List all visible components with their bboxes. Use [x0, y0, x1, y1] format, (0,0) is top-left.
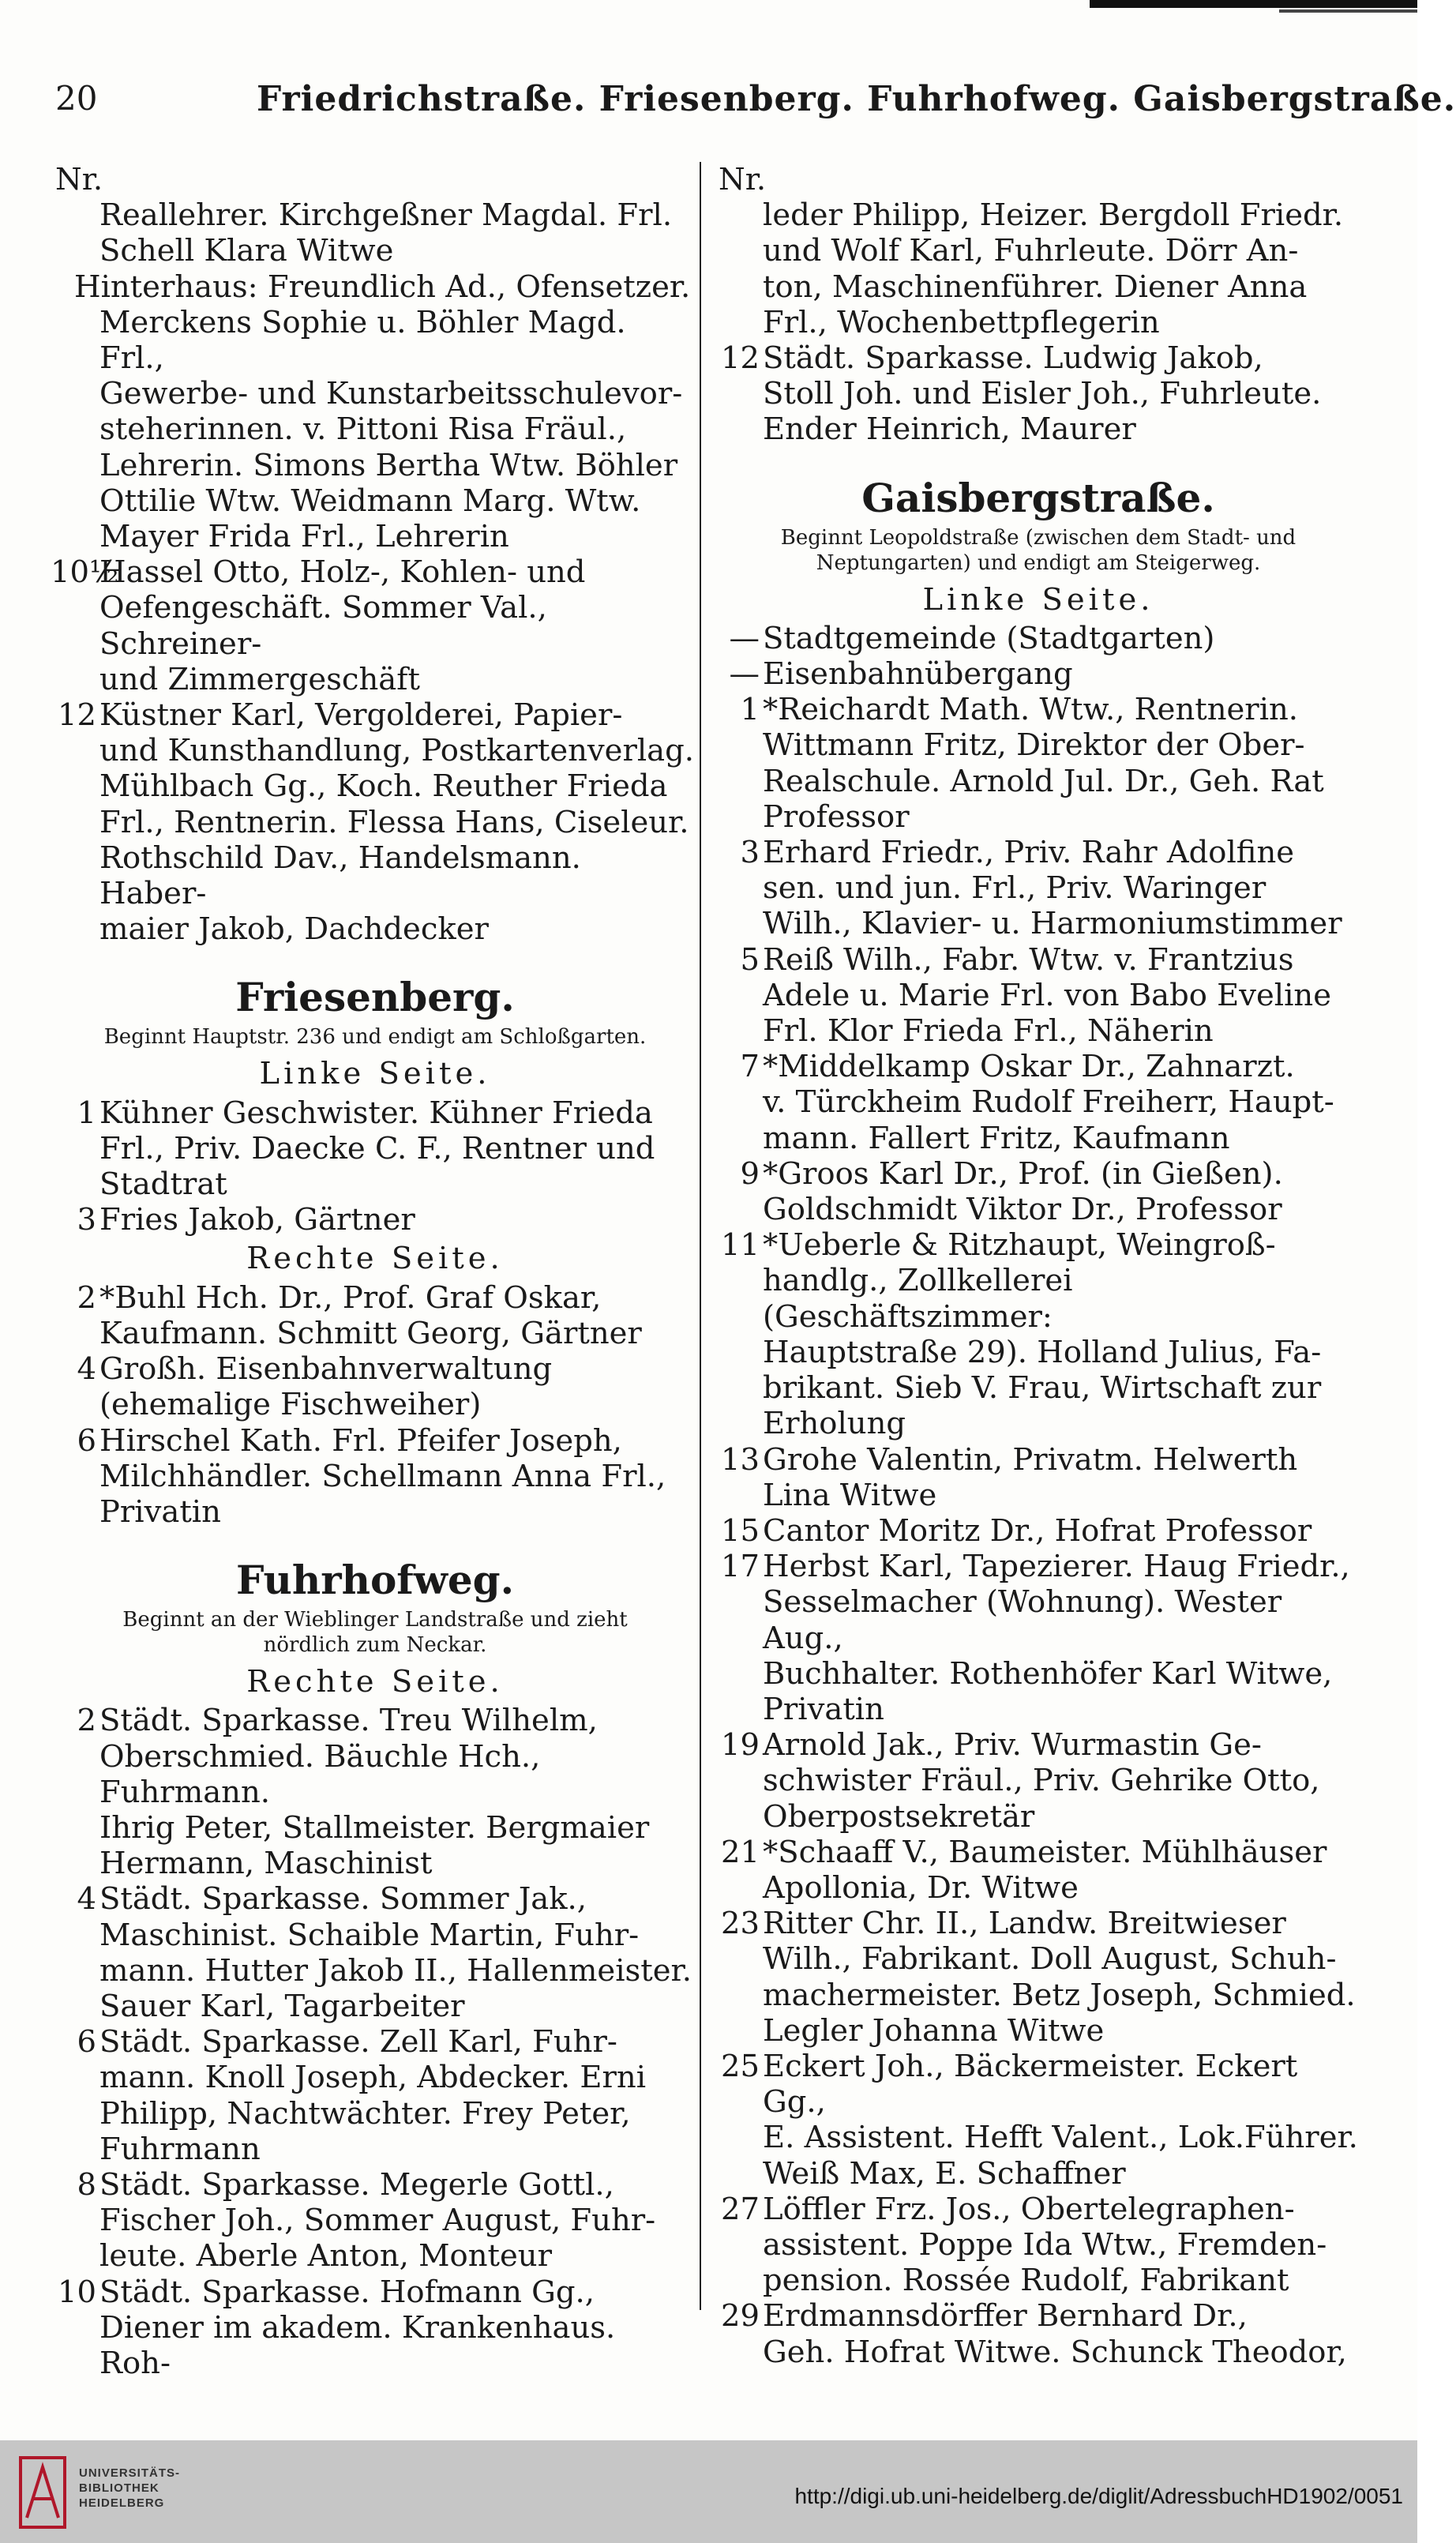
house-number: 1: [740, 692, 760, 728]
entry-line: v. Türckheim Rudolf Freiherr, Haupt-: [763, 1084, 1334, 1121]
house-number: 4: [77, 1881, 96, 1918]
entry-line: Reiß Wilh., Fabr. Wtw. v. Frantzius: [763, 941, 1294, 978]
entry-line: Ender Heinrich, Maurer: [763, 411, 1136, 448]
address-entry: [719, 340, 1358, 448]
address-entry: [55, 2024, 695, 2167]
continuation-line: Frl., Wochenbettpflegerin: [763, 304, 1160, 340]
house-number: 13: [721, 1441, 760, 1478]
hinterhaus-line: Hinterhaus: Freundlich Ad., Ofensetzer.: [74, 269, 691, 305]
entry-line: Frl., Rentnerin. Flessa Hans, Ciseleur.: [99, 804, 689, 840]
address-entry: [55, 1881, 695, 2024]
side-label: Rechte Seite.: [246, 1241, 504, 1277]
hinterhaus-line: Ottilie Wtw. Weidmann Marg. Wtw.: [99, 483, 641, 519]
entry-line: (ehemalige Fischweiher): [99, 1387, 482, 1423]
street-description: [55, 1607, 695, 1658]
entry-line: machermeister. Betz Joseph, Schmied.: [763, 1977, 1356, 2013]
house-number: 4: [77, 1351, 96, 1388]
entry-line: Lina Witwe: [763, 1477, 937, 1513]
entry-line: Oberschmied. Bäuchle Hch., Fuhrmann.: [99, 1738, 541, 1810]
house-number: 6: [77, 1422, 96, 1459]
address-entry: [719, 835, 1358, 942]
house-number: 23: [721, 1906, 760, 1942]
house-number: 19: [721, 1727, 760, 1764]
entry-line: pension. Rossée Rudolf, Fabrikant: [763, 2263, 1289, 2299]
entry-line: Frl. Klor Frieda Frl., Näherin: [763, 1013, 1214, 1050]
entry-line: schwister Fräul., Priv. Gehrike Otto,: [763, 1763, 1320, 1799]
house-number: 7: [740, 1049, 760, 1085]
entry-line: Städt. Sparkasse. Sommer Jak.,: [99, 1881, 587, 1918]
footer-bar: [0, 2440, 1417, 2543]
running-head: Friedrichstraße. Friesenberg. Fuhrhofweg. Gaisbergstraße.: [257, 79, 1456, 119]
house-number: 10½: [51, 554, 119, 591]
description-line: Neptungarten) und endigt am Steigerweg.: [816, 550, 1261, 575]
address-entry: [55, 1095, 695, 1203]
entry-line: Ihrig Peter, Stallmeister. Bergmaier: [99, 1809, 650, 1846]
address-entry: [55, 1423, 695, 1531]
dash-marker: —: [729, 656, 760, 693]
entry-line: Löffler Frz. Jos., Obertelegraphen-: [763, 2191, 1295, 2227]
house-number: 3: [740, 835, 760, 871]
side-label: Linke Seite.: [259, 1056, 491, 1092]
hinterhaus-line: Lehrerin. Simons Bertha Wtw. Böhler: [99, 447, 678, 483]
house-number: 12: [58, 697, 96, 734]
entry-line: leute. Aberle Anton, Monteur: [99, 2238, 552, 2274]
entry-line: Städt. Sparkasse. Treu Wilhelm,: [99, 1703, 598, 1739]
address-entry: [55, 1703, 695, 1881]
entry-line: Hirschel Kath. Frl. Pfeifer Joseph,: [99, 1422, 622, 1459]
entry-line: Geh. Hofrat Witwe. Schunck Theodor,: [763, 2334, 1347, 2370]
entry-line: Herbst Karl, Tapezierer. Haug Friedr.,: [763, 1549, 1350, 1585]
column-divider: [700, 162, 701, 2310]
house-number: 27: [721, 2191, 760, 2227]
entry-line: Städt. Sparkasse. Zell Karl, Fuhr-: [99, 2024, 617, 2060]
entry-line: Stadtrat: [99, 1166, 227, 1203]
house-number: 29: [721, 2298, 760, 2335]
address-entry: [55, 2167, 695, 2274]
entry-line: Philipp, Nachtwächter. Frey Peter,: [99, 2095, 631, 2132]
side-label: Rechte Seite.: [246, 1664, 504, 1700]
entry-line: Wilh., Fabrikant. Doll August, Schuh-: [763, 1941, 1337, 1978]
nr-label: Nr.: [719, 162, 767, 197]
street-heading: Gaisbergstraße.: [861, 474, 1215, 521]
hinterhaus-line: steherinnen. v. Pittoni Risa Fräul.,: [99, 411, 627, 448]
house-number: 21: [721, 1834, 760, 1870]
entry-line: Hassel Otto, Holz-, Kohlen- und: [99, 554, 586, 591]
entry-line: Frl., Priv. Daecke C. F., Rentner und: [99, 1130, 655, 1166]
entry-line: Ritter Chr. II., Landw. Breitwieser: [763, 1906, 1286, 1942]
address-entry: [55, 1202, 695, 1238]
address-entry: [719, 1156, 1358, 1227]
house-number: 25: [721, 2048, 760, 2084]
library-name-line: BIBLIOTHEK: [79, 2481, 159, 2495]
house-number: 6: [77, 2024, 96, 2060]
entry-line: Realschule. Arnold Jul. Dr., Geh. Rat: [763, 763, 1324, 799]
hinterhaus-line: Merckens Sophie u. Böhler Magd. Frl.,: [99, 304, 626, 377]
entry-line: Eisenbahnübergang: [763, 656, 1073, 693]
entry-line: Privatin: [99, 1493, 221, 1530]
street-heading: Friesenberg.: [235, 974, 515, 1021]
entry-line: Wittmann Fritz, Direktor der Ober-: [763, 727, 1305, 764]
entry-line: und Zimmergeschäft: [99, 661, 420, 697]
entry-line: assistent. Poppe Ida Wtw., Fremden-: [763, 2226, 1327, 2263]
house-number: 8: [77, 2166, 96, 2203]
entry-line: Stadtgemeinde (Stadtgarten): [763, 620, 1215, 656]
continuation-line: Reallehrer. Kirchgeßner Magdal. Frl.: [99, 197, 673, 234]
entry-line: Arnold Jak., Priv. Wurmastin Ge-: [763, 1727, 1262, 1764]
entry-line: handlg., Zollkellerei (Geschäftszimmer:: [763, 1263, 1073, 1335]
entry-line: Professor: [763, 798, 910, 835]
entry-line: Erdmannsdörffer Bernhard Dr.,: [763, 2298, 1248, 2335]
entry-line: Fuhrmann: [99, 2131, 261, 2167]
library-name: [79, 2466, 180, 2511]
house-number: 11: [721, 1227, 760, 1264]
address-entry: [719, 621, 1358, 656]
description-line: nördlich zum Neckar.: [263, 1633, 487, 1658]
entry-line: mann. Knoll Joseph, Abdecker. Erni: [99, 2060, 647, 2096]
house-number: 17: [721, 1549, 760, 1585]
source-url-link[interactable]: http://digi.ub.uni-heidelberg.de/diglit/AdressbuchHD1902/0051: [794, 2484, 1403, 2508]
house-number: 2: [77, 1703, 96, 1739]
description-line: Beginnt Leopoldstraße (zwischen dem Stadt- und: [780, 525, 1297, 550]
address-entry: [55, 1351, 695, 1422]
house-number: 10: [58, 2274, 96, 2310]
house-number: 1: [77, 1095, 96, 1131]
entry-line: *Middelkamp Oskar Dr., Zahnarzt.: [763, 1049, 1295, 1085]
house-number: 5: [740, 941, 760, 978]
house-number: 12: [721, 340, 760, 377]
address-entry: [719, 1906, 1358, 2049]
continuation-line: ton, Maschinenführer. Diener Anna: [763, 269, 1308, 305]
entry-line: Mühlbach Gg., Koch. Reuther Frieda: [99, 768, 668, 805]
address-entry: [719, 1227, 1358, 1441]
entry-line: sen. und jun. Frl., Priv. Waringer: [763, 870, 1266, 907]
entry-line: mann. Fallert Fritz, Kaufmann: [763, 1120, 1230, 1156]
entry-line: Sauer Karl, Tagarbeiter: [99, 1988, 465, 2024]
street-heading: Fuhrhofweg.: [235, 1557, 515, 1604]
address-entry: [719, 1049, 1358, 1156]
address-entry: [55, 2274, 695, 2382]
street-description: [719, 525, 1358, 576]
entry-line: Kaufmann. Schmitt Georg, Gärtner: [99, 1315, 642, 1351]
entry-line: Erhard Friedr., Priv. Rahr Adolfine: [763, 835, 1295, 871]
entry-line: Milchhändler. Schellmann Anna Frl.,: [99, 1458, 666, 1494]
entry-line: Städt. Sparkasse. Ludwig Jakob,: [763, 340, 1263, 377]
continuation-line: Schell Klara Witwe: [99, 233, 394, 269]
entry-line: *Reichardt Math. Wtw., Rentnerin.: [763, 692, 1299, 728]
entry-line: Diener im akadem. Krankenhaus. Roh-: [99, 2309, 616, 2381]
side-label: Linke Seite.: [922, 581, 1154, 618]
entry-line: *Ueberle & Ritzhaupt, Weingroß-: [763, 1227, 1276, 1264]
entry-line: maier Jakob, Dachdecker: [99, 911, 489, 948]
address-entry: [719, 2298, 1358, 2369]
entry-line: Goldschmidt Viktor Dr., Professor: [763, 1192, 1282, 1228]
page-header: [55, 79, 1456, 126]
entry-line: Fischer Joh., Sommer August, Fuhr-: [99, 2203, 656, 2239]
entry-line: Privatin: [763, 1691, 884, 1727]
nr-label: Nr.: [55, 162, 103, 197]
entry-line: Weiß Max, E. Schaffner: [763, 2155, 1126, 2192]
address-entry: [719, 1835, 1358, 1906]
entry-line: Cantor Moritz Dr., Hofrat Professor: [763, 1512, 1312, 1549]
entry-line: Erholung: [763, 1406, 906, 1442]
address-entry: [55, 697, 695, 947]
entry-line: Kühner Geschwister. Kühner Frieda: [99, 1095, 653, 1131]
address-entry: [719, 1513, 1358, 1549]
entry-line: Hermann, Maschinist: [99, 1846, 433, 1882]
left-column: [51, 162, 695, 2381]
address-entry: [719, 942, 1358, 1050]
entry-line: Legler Johanna Witwe: [763, 2012, 1105, 2049]
address-entry: [719, 2049, 1358, 2192]
entry-line: Apollonia, Dr. Witwe: [763, 1869, 1079, 1906]
continuation-line: leder Philipp, Heizer. Bergdoll Friedr.: [763, 197, 1344, 234]
scan-edge-mark: [1090, 0, 1417, 8]
entry-line: *Schaaff V., Baumeister. Mühlhäuser: [763, 1834, 1327, 1870]
address-entry: [719, 1549, 1358, 1727]
dash-marker: —: [729, 620, 760, 656]
page-number: 20: [55, 79, 98, 118]
entry-line: Eckert Joh., Bäckermeister. Eckert Gg.,: [763, 2048, 1298, 2120]
address-entry: [719, 2192, 1358, 2299]
street-description: Beginnt Hauptstr. 236 und endigt am Schloßgarten.: [103, 1025, 647, 1050]
house-number: 15: [721, 1512, 760, 1549]
entry-line: Grohe Valentin, Privatm. Helwerth: [763, 1441, 1298, 1478]
scan-edge-mark: [1279, 9, 1417, 13]
address-entry: [719, 656, 1358, 692]
entry-line: *Groos Karl Dr., Prof. (in Gießen).: [763, 1155, 1283, 1192]
entry-line: *Buhl Hch. Dr., Prof. Graf Oskar,: [99, 1279, 602, 1316]
entry-line: und Kunsthandlung, Postkartenverlag.: [99, 733, 695, 769]
address-entry: [51, 554, 695, 697]
address-entry: [719, 692, 1358, 835]
entry-line: Küstner Karl, Vergolderei, Papier-: [99, 697, 623, 734]
entry-line: Rothschild Dav., Handelsmann. Haber-: [99, 840, 581, 912]
entry-line: brikant. Sieb V. Frau, Wirtschaft zur: [763, 1370, 1322, 1407]
hinterhaus-line: Mayer Frida Frl., Lehrerin: [99, 519, 509, 555]
entry-line: Hauptstraße 29). Holland Julius, Fa-: [763, 1334, 1322, 1370]
entry-line: Adele u. Marie Frl. von Babo Eveline: [763, 977, 1331, 1013]
description-line: Beginnt an der Wieblinger Landstraße und zieht: [122, 1608, 628, 1632]
entry-line: mann. Hutter Jakob II., Hallenmeister.: [99, 1952, 692, 1989]
entry-line: Buchhalter. Rothenhöfer Karl Witwe,: [763, 1655, 1333, 1692]
entry-line: E. Assistent. Hefft Valent., Lok.Führer.: [763, 2120, 1358, 2156]
entry-line: Wilh., Klavier- u. Harmoniumstimmer: [763, 906, 1342, 942]
entry-line: Oefengeschäft. Sommer Val., Schreiner-: [99, 590, 547, 662]
entry-line: Oberpostsekretär: [763, 1798, 1035, 1835]
entry-line: Städt. Sparkasse. Hofmann Gg.,: [99, 2274, 595, 2310]
entry-line: Maschinist. Schaible Martin, Fuhr-: [99, 1917, 640, 1953]
entry-line: Stoll Joh. und Eisler Joh., Fuhrleute.: [763, 376, 1322, 412]
house-number: 3: [77, 1202, 96, 1238]
house-number: 2: [77, 1279, 96, 1316]
continuation-line: und Wolf Karl, Fuhrleute. Dörr An-: [763, 233, 1299, 269]
entry-line: Fries Jakob, Gärtner: [99, 1202, 415, 1238]
address-entry: [719, 1727, 1358, 1835]
entry-line: Städt. Sparkasse. Megerle Gottl.,: [99, 2166, 614, 2203]
right-column: [719, 162, 1358, 2370]
library-name-line: UNIVERSITÄTS-: [79, 2466, 181, 2480]
address-entry: [55, 1280, 695, 1351]
hinterhaus-line: Gewerbe- und Kunstarbeitsschulevor-: [99, 376, 683, 412]
library-name-line: HEIDELBERG: [79, 2496, 165, 2510]
entry-line: Großh. Eisenbahnverwaltung: [99, 1351, 553, 1388]
university-seal-icon: [17, 2455, 68, 2530]
house-number: 9: [740, 1155, 760, 1192]
address-entry: [719, 1442, 1358, 1513]
entry-line: Sesselmacher (Wohnung). Wester Aug.,: [763, 1584, 1282, 1656]
